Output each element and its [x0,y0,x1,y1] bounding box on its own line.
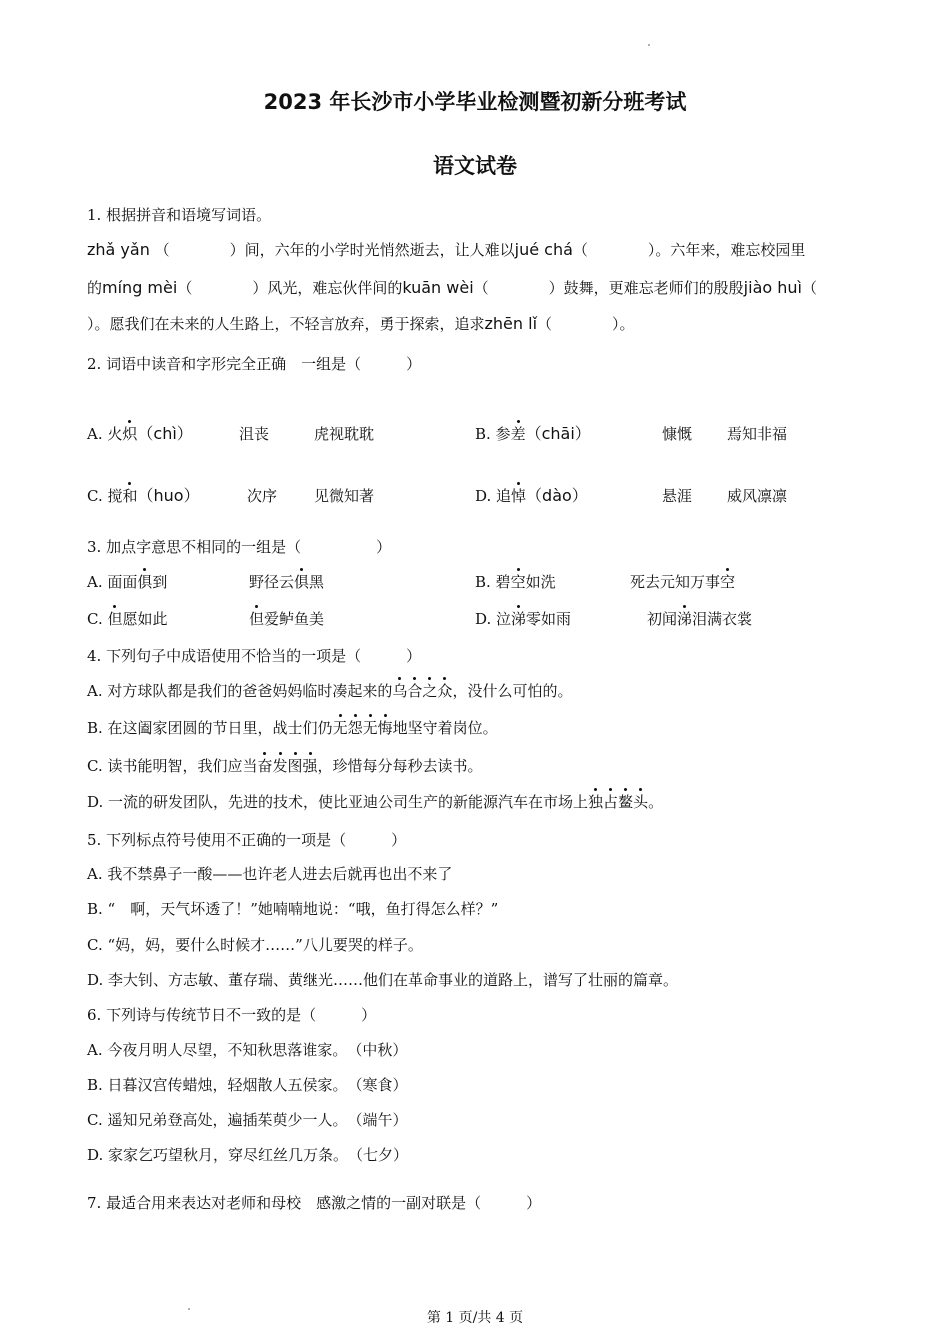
question-6-option-c: C. 遥知兄弟登高处，遍插茱萸少一人。 （端午） [87,1111,408,1129]
dotted-char: 空 [510,573,526,591]
text: B. 在这阖家团圆的节日里，战士们仍 [87,719,333,737]
dotted-char: 图 [287,757,303,775]
question-6-option-a: A. 今夜月明人尽望，不知秋思落谁家。 （中秋） [87,1041,408,1059]
dotted-char: 悼 [511,487,527,505]
dotted-char: 悔 [377,719,393,737]
question-1-line-1 [87,240,805,260]
question-5-option-c: C. “妈，妈，要什么时候才……”八儿要哭的样子。 [87,936,423,954]
pinyin: zhēn lǐ [484,314,538,333]
question-2-option-c-word-1: 次序 [247,487,278,505]
option-label: A. 面面 [87,573,138,591]
question-2-option-d-word-1: 悬涯 [662,487,693,505]
text: 如洗 [525,573,556,591]
question-7-stem: 7. 最适合用来表达对老师和母校 感激之情的一副对联是（ ） [87,1194,542,1212]
question-3-option-d-phrase-2 [647,609,752,629]
scan-speck [648,44,650,46]
dotted-idiom [588,793,648,811]
question-1-stem: 1. 根据拼音和语境写词语。 [87,206,272,224]
question-5-option-b: B. “ 啊，天气坏透了！”她喃喃地说：“哦，鱼打得怎么样？” [87,900,499,918]
dotted-char: 奋 [257,757,273,775]
dotted-char: 众 [437,682,453,700]
text: ，珍惜每分每秒去读书。 [317,757,483,775]
question-2-option-d [475,486,588,506]
option-label: C. 搅 [87,487,123,505]
text: 泪满衣裳 [692,610,753,628]
pinyin: jiào huì [743,278,802,297]
dotted-char: 空 [720,573,736,591]
dotted-idiom [333,719,393,737]
question-2-option-b [475,424,591,444]
pinyin: （dào） [526,486,588,505]
dotted-char: 合 [407,682,423,700]
option-label: C. [87,610,108,628]
text: ）。愿我们在未来的人生路上，不轻言放弃，勇于探索，追求 [87,315,485,333]
question-6-stem: 6. 下列诗与传统节日不一致的是（ ） [87,1006,377,1024]
text: 地坚守着岗位。 [392,719,498,737]
pinyin: zhǎ yǎn [87,240,150,259]
question-4-option-c [87,756,483,776]
question-5-option-a: A. 我不禁鼻子一酸——也许老人进去后就再也出不来了 [87,865,453,883]
exam-title: 2023 年长沙市小学毕业检测暨初新分班考试 [263,90,687,114]
text: （ [801,279,817,297]
text: C. 读书能明智，我们应当 [87,757,258,775]
option-label: D. 追 [475,487,512,505]
question-2-option-a-word-1: 沮丧 [239,425,270,443]
question-2-option-b-word-1: 慷慨 [662,425,693,443]
option-label: B. 碧 [475,573,511,591]
question-2-option-a [87,424,193,444]
pinyin: （chì） [137,424,193,443]
option-label: D. 泣 [475,610,512,628]
question-1-line-2 [87,278,817,298]
dotted-char: 但 [249,610,265,628]
question-3-option-b [475,572,556,592]
option-label: B. 参 [475,425,511,443]
dotted-char: 无 [362,719,378,737]
pinyin: jué chá [514,240,573,259]
dotted-char: 之 [422,682,438,700]
question-1-line-3 [87,314,635,334]
dotted-char: 发 [272,757,288,775]
text: （ ）风光，难忘伙伴间的 [177,279,403,297]
question-2-option-c-word-2: 见微知著 [314,487,375,505]
dotted-char: 占 [603,793,619,811]
text: 初闻 [647,610,678,628]
text: 。 [648,793,664,811]
question-4-stem: 4. 下列句子中成语使用不恰当的一项是（ ） [87,647,422,665]
dotted-char: 头 [633,793,649,811]
question-3-option-a-phrase-2 [249,572,324,592]
dotted-char: 涕 [511,610,527,628]
dotted-char: 怨 [347,719,363,737]
dotted-char: 和 [122,487,138,505]
text: 黑 [309,573,325,591]
dotted-char: 差 [510,425,526,443]
text: （ ）鼓舞，更难忘老师们的殷殷 [473,279,744,297]
question-3-option-c [87,609,168,629]
question-3-option-d [475,609,571,629]
text: D. 一流的研发团队，先进的技术，使比亚迪公司生产的新能源汽车在市场上 [87,793,589,811]
dotted-idiom [257,757,317,775]
text: ，没什么可怕的。 [452,682,573,700]
dotted-char: 但 [107,610,123,628]
dotted-char: 涕 [677,610,693,628]
question-2-stem: 2. 词语中读音和字形完全正确 一组是（ ） [87,355,422,373]
question-3-option-c-phrase-2 [249,609,324,629]
option-label: A. 火 [87,425,123,443]
pinyin: （chāi） [525,424,591,443]
question-3-option-a [87,572,167,592]
question-5-stem: 5. 下列标点符号使用不正确的一项是（ ） [87,831,407,849]
page-number: 第 1 页/共 4 页 [426,1310,524,1326]
text: 爱鲈鱼美 [264,610,325,628]
question-3-option-b-phrase-2 [630,572,735,592]
question-2-option-a-word-2: 虎视耽耽 [314,425,375,443]
text: （ ）间，六年的小学时光悄然逝去，让人难以 [154,241,515,259]
dotted-char: 俱 [294,573,310,591]
question-2-option-d-word-2: 威风凛凛 [727,487,788,505]
text: 到 [152,573,168,591]
text: （ ）。六年来，难忘校园里 [572,241,806,259]
dotted-char: 俱 [137,573,153,591]
dotted-char: 无 [332,719,348,737]
dotted-idiom [392,682,452,700]
dotted-char: 鳌 [618,793,634,811]
question-3-stem: 3. 加点字意思不相同的一组是（ ） [87,538,392,556]
dotted-char: 独 [588,793,604,811]
question-5-option-d: D. 李大钊、方志敏、董存瑞、黄继光……他们在革命事业的道路上，谱写了壮丽的篇章。 [87,971,679,989]
text: 的 [87,279,103,297]
dotted-char: 强 [302,757,318,775]
dotted-char: 炽 [122,425,138,443]
text: 野径云 [249,573,295,591]
question-2-option-c [87,486,200,506]
text: 愿如此 [122,610,168,628]
question-4-option-a [87,681,572,701]
question-6-option-b: B. 日暮汉宫传蜡烛，轻烟散人五侯家。 （寒食） [87,1076,408,1094]
text: 零如雨 [526,610,572,628]
pinyin: （huo） [137,486,200,505]
pinyin: kuān wèi [402,278,474,297]
text: A. 对方球队都是我们的爸爸妈妈临时凑起来的 [87,682,393,700]
dotted-char: 乌 [392,682,408,700]
question-4-option-d [87,792,663,812]
question-6-option-d: D. 家家乞巧望秋月，穿尽红丝几万条。 （七夕） [87,1146,409,1164]
exam-subtitle: 语文试卷 [433,154,517,178]
pinyin: míng mèi [102,278,178,297]
text: 死去元知万事 [630,573,721,591]
question-2-option-b-word-2: 焉知非福 [727,425,788,443]
text: （ ）。 [537,315,635,333]
question-4-option-b [87,718,498,738]
